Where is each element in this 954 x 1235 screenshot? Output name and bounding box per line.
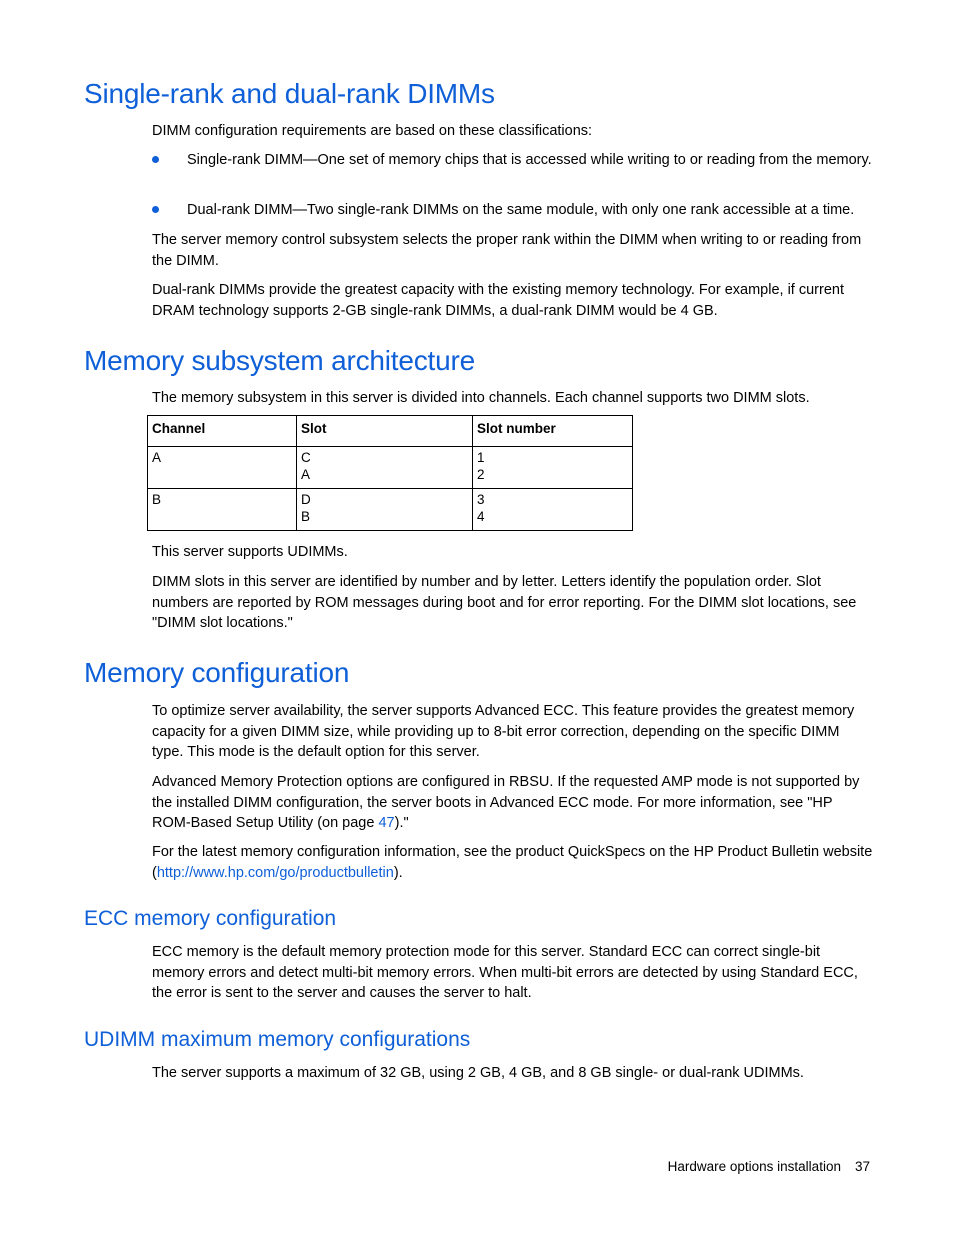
slot-number: 4	[477, 509, 485, 524]
heading-memory-subsystem: Memory subsystem architecture	[84, 345, 475, 376]
bullet-text: Dual-rank DIMM—Two single-rank DIMMs on the same module, with only one rank accessible at a time.	[187, 202, 855, 218]
cell-slots	[297, 489, 473, 531]
single-rank-intro: DIMM configuration requirements are based on these classifications:	[152, 123, 593, 139]
page-number: 37	[854, 1159, 870, 1174]
slot-number: 2	[477, 467, 485, 482]
header-slot-number: Slot number	[473, 416, 633, 447]
channel-slot-table	[147, 415, 633, 531]
para-text: For the latest memory configuration information, see the product QuickSpecs on the HP Product Bulletin website (	[152, 844, 873, 881]
heading-udimm-max: UDIMM maximum memory configurations	[84, 1028, 471, 1051]
single-rank-para-1: The server memory control subsystem selects the proper rank within the DIMM when writing to or reading from the DIMM.	[152, 232, 862, 269]
product-bulletin-link[interactable]: http://www.hp.com/go/productbulletin	[156, 864, 394, 881]
bullet-dot-icon	[152, 206, 159, 213]
configuration-para-1: To optimize server availability, the server supports Advanced ECC. This feature provides the greatest memory capacity for a given DIMM size, while providing up to 8-bit error correction, depending on the specific DIMM type. This mode is the default option for this server.	[152, 703, 855, 760]
header-channel: Channel	[148, 416, 297, 447]
udimm-para: The server supports a maximum of 32 GB, using 2 GB, 4 GB, and 8 GB single- or dual-rank UDIMMs.	[152, 1065, 804, 1081]
table-row	[148, 489, 633, 531]
header-slot: Slot	[297, 416, 473, 447]
para-text: ).	[393, 864, 403, 881]
heading-memory-configuration: Memory configuration	[84, 657, 350, 688]
page-link[interactable]: 47	[378, 815, 395, 831]
para-text: )."	[394, 815, 409, 831]
architecture-intro: The memory subsystem in this server is divided into channels. Each channel supports two DIMM slots.	[152, 390, 810, 406]
para-text: Advanced Memory Protection options are configured in RBSU. If the requested AMP mode is not supported by the installed DIMM configuration, the server boots in Advanced ECC mode. For more information, see "HP ROM-Based Setup Utility (on page	[152, 774, 860, 831]
slot-letter: D	[301, 492, 311, 507]
bullet-text: Single-rank DIMM—One set of memory chips that is accessed while writing to or reading from the memory.	[187, 152, 872, 168]
ecc-para: ECC memory is the default memory protection mode for this server. Standard ECC can correct single-bit memory errors and detect multi-bit memory errors. When multi-bit errors are detected by using Standard ECC, the error is sent to the server and causes the server to halt.	[152, 944, 858, 1001]
heading-single-dual-rank: Single-rank and dual-rank DIMMs	[84, 78, 495, 109]
cell-slots	[297, 447, 473, 489]
slot-number: 3	[477, 492, 485, 507]
table-row	[148, 447, 633, 489]
architecture-para-2: DIMM slots in this server are identified by number and by letter. Letters identify the population order. Slot numbers are reported by ROM messages during boot and for error reporting. For the DIMM slot locations, see "DIMM slot locations."	[152, 574, 857, 631]
slot-letter: B	[301, 509, 311, 524]
footer-chapter: Hardware options installation	[667, 1159, 841, 1174]
configuration-para-2	[152, 772, 874, 834]
bullet-dot-icon	[152, 156, 159, 163]
cell-numbers	[473, 447, 633, 489]
slot-letter: A	[301, 467, 311, 482]
cell-channel: B	[148, 489, 297, 531]
configuration-para-3	[152, 842, 874, 883]
cell-channel: A	[148, 447, 297, 489]
slot-number: 1	[477, 450, 485, 465]
architecture-para-1: This server supports UDIMMs.	[152, 544, 348, 560]
page-footer	[560, 1159, 870, 1174]
single-rank-para-2: Dual-rank DIMMs provide the greatest capacity with the existing memory technology. For example, if current DRAM technology supports 2-GB single-rank DIMMs, a dual-rank DIMM would be 4 GB.	[152, 282, 844, 319]
cell-numbers	[473, 489, 633, 531]
heading-ecc-memory: ECC memory configuration	[84, 907, 337, 930]
slot-letter: C	[301, 450, 311, 465]
table-header-row	[148, 416, 633, 447]
